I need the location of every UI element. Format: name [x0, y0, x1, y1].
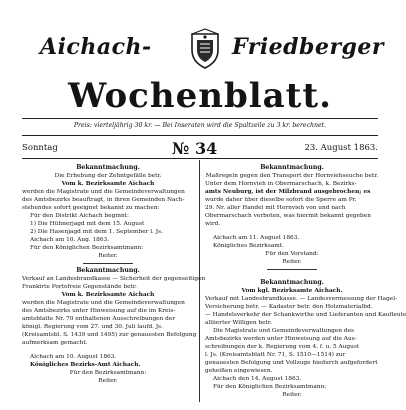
notice-text-line: königl. Regierung vom 27. und 30. Juli laufd. Js. [22, 324, 164, 330]
notice-subject: Verkauf an Landesbrandkasse — Sicherheit der gegenseitigen [22, 276, 206, 282]
notice-text-line: werden die Magistrate und die Gemeindeverwaltungen [22, 189, 185, 195]
title-aichach: Aichach- [40, 34, 152, 60]
notice-subject: Versicherung betr. — Kadaster betr. den Holzmaterialbd. [205, 304, 373, 310]
notice-subject: Die Erhebung der Zehntgefälle betr. [54, 173, 162, 179]
notice-text-line: (Kreisamtsbl. S. 1439 und 1495) zur genauesten Befolgung [22, 332, 197, 338]
notice-subject: Frankirte Portofreie Gegenstände betr. [22, 284, 137, 290]
notice-subject: Maßregeln gegen den Transport der Hornviehseuche betr. [205, 173, 379, 179]
notice-text-line: wurde daher über dieselbe sofort die Sperre am Pr. [205, 197, 357, 203]
notice-role: Für den Vorstand: [265, 251, 319, 257]
notice-separator [83, 263, 133, 264]
title-wochenblatt: Wochenblatt. [68, 76, 332, 116]
notice-text-line: 2) Die Hasenjagd mit dem 1. September l. Js. [30, 229, 163, 235]
notice-place-date: Aichach am 11. August 1863. [213, 235, 300, 241]
notice-place-date: Aichach am 10. Aug. 1863. [30, 237, 110, 243]
notice-text-line: amts Neuburg, ist der Milzbrand ausgebrochen; es [205, 189, 371, 195]
notice-heading: Bekanntmachung. [260, 279, 324, 286]
notice-authority-line: Vom kgl. Bezirksamte Aichach. [241, 288, 343, 294]
notice-place-date: Aichach am 10. August 1863. [30, 354, 117, 360]
notice-text-line: des Amtsbezirks beauftragt, in ihren Gemeinden Nach- [22, 197, 185, 203]
notice-text-line: genauesten Befolgung und Vollzuge hiedurch aufgefordert [205, 360, 378, 366]
title-friedberger: Friedberger [232, 34, 385, 60]
notice-text-line: Unter dem Hornvieh in Obermarschach, k. Bezirks- [205, 181, 357, 187]
notice-role: Für den Bezirksamtmann: [69, 370, 147, 376]
notice-text-line: geheißen eingewiesen. [205, 368, 273, 374]
notice-authority-line: Vom k. Bezirksamte Aichach [61, 292, 155, 298]
notice-text-line: des Amtsbezirks unter Hinweisung auf die im Kreis- [22, 308, 176, 314]
masthead-title-line [20, 28, 385, 68]
notice-text-line: Obermarschach verboten, was hiermit bekannt gegeben [205, 213, 371, 219]
notice-text-line: stehendes sofort geeignet bekannt zu machen: [22, 205, 160, 211]
issue-date: 23. August 1863. [304, 143, 378, 153]
price-line: Preis: vierteljährig 30 kr. — Bei Inseraten wird die Spaltzeile zu 3 kr. berechnet. [73, 122, 327, 129]
notice-authority: Für den Königlichen Bezirksamtmann: [30, 245, 144, 251]
issue-line [22, 139, 378, 159]
notice-subject: Verkauf mit Landesbrandkasse. — Landesvermessung der Hagel- [205, 296, 398, 302]
left-column [22, 164, 206, 385]
masthead-rule-top [22, 118, 378, 119]
notice-authority: Für den Königlichen Bezirksamtmann: [213, 384, 327, 390]
issue-day: Sonntag [22, 143, 58, 153]
notice-place-date: Aichach den 14. August 1863. [213, 376, 302, 382]
notice-authority: Königliches Bezirks-Amt Aichach. [30, 362, 141, 368]
notice-text-line: amtsblatte Nr. 70 enthaltenen Ausschreibungen der [22, 316, 176, 322]
issue-number: № 34 [172, 139, 218, 158]
notice-text-line: 1) Die Hühnerjagd mit dem 15. August [30, 221, 145, 227]
masthead-rule-middle [22, 135, 378, 136]
notice-subject: — Handelsverkehr der Schankwirthe und Lieferanten und Kaufleute [205, 312, 406, 318]
notice-text-line: l. Js. (Kreisamtsblatt Nr. 71, S. 1510—1514) zur [205, 352, 346, 358]
notice-text-line: 29. Nr. aller Handel mit Hornvieh von und nach [205, 205, 346, 211]
notice-subject: alliierter Willigen betr. [205, 320, 272, 326]
notice-authority-line: Vom k. Bezirksamte Aichach [61, 181, 155, 187]
coat-of-arms-icon [188, 28, 222, 70]
notice-heading: Bekanntmachung. [76, 164, 140, 171]
masthead-rule-bottom [22, 158, 378, 159]
notice-signer: Reiter. [282, 259, 302, 265]
notice-signer: Reiter. [98, 378, 118, 384]
notice-text-line: Die Magistrate und Gemeindeverwaltungen des [213, 328, 354, 334]
notice-signer: Reiter. [98, 253, 118, 259]
right-column [205, 164, 406, 399]
notice-text-line: aufmerksam gemacht. [22, 340, 88, 346]
notice-text-line: wird. [205, 221, 221, 227]
notice-heading: Bekanntmachung. [260, 164, 324, 171]
notice-authority: Königliches Bezirksamt. [213, 243, 284, 249]
notice-text-line: Für den Distrikt Aichach beginnt: [30, 213, 129, 219]
notice-text-line: schreibungen der k. Regierung vom 4. f. u. 5 August [205, 344, 360, 350]
notice-signer: Reiter. [282, 392, 302, 398]
notice-text-line: Amtsbezirks werden unter Hinweisung auf die Aus- [205, 336, 357, 342]
notice-heading: Bekanntmachung. [76, 267, 140, 274]
masthead [20, 28, 385, 132]
notice-text-line: werden die Magistrate und die Gemeindeverwaltungen [22, 300, 185, 306]
notice-separator [267, 269, 317, 270]
